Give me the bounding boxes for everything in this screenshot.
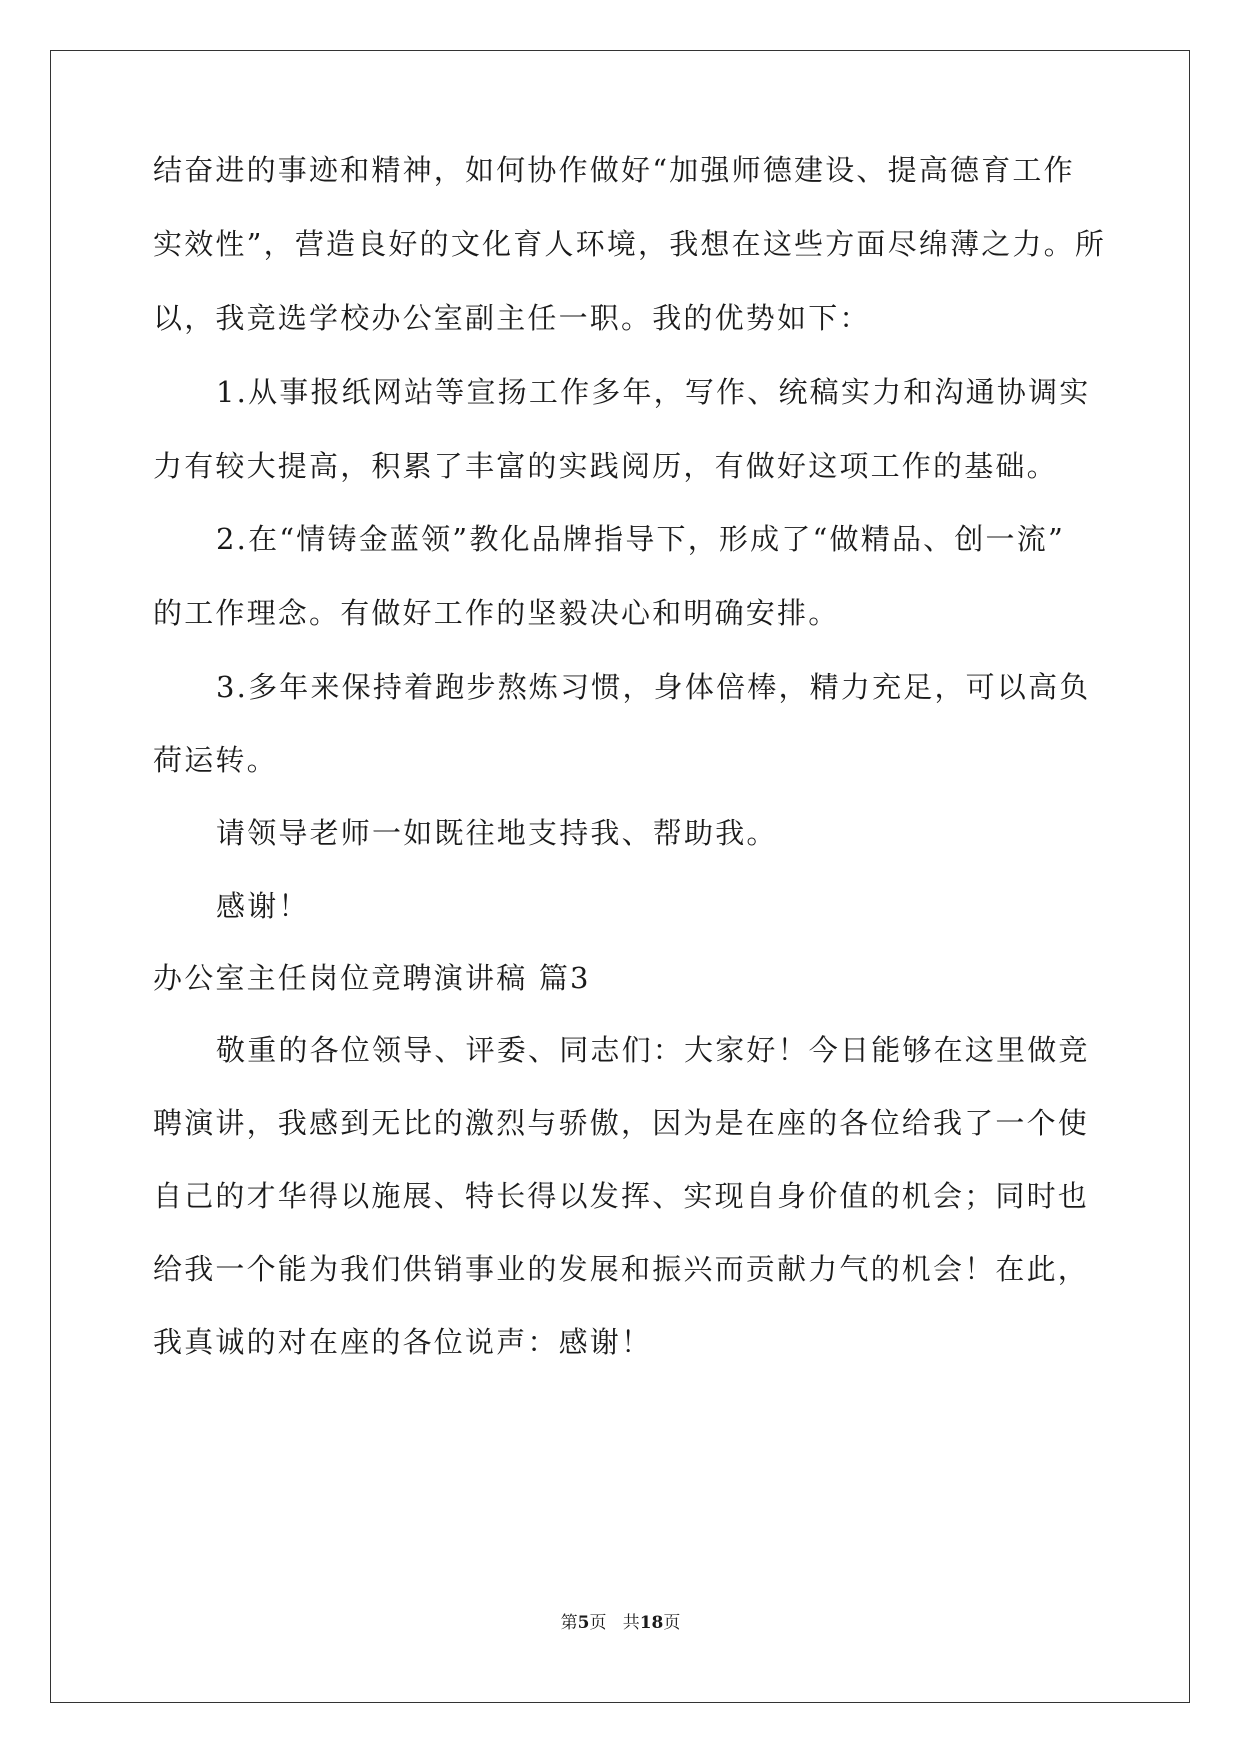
paragraph-line: 力有较大提高，积累了丰富的实践阅历，有做好这项工作的基础。	[153, 449, 1058, 483]
paragraph-line: 以，我竞选学校办公室副主任一职。我的优势如下：	[153, 301, 871, 335]
paragraph-line: 实效性”，营造良好的文化育人环境，我想在这些方面尽绵薄之力。所	[153, 227, 1107, 261]
list-item-2: 2.在“情铸金蓝领”教化品牌指导下，形成了“做精品、创一流”	[216, 522, 1065, 556]
paragraph-line: 的工作理念。有做好工作的坚毅决心和明确安排。	[153, 596, 840, 630]
total-pages: 18	[639, 1613, 664, 1633]
paragraph-line: 敬重的各位领导、评委、同志们：大家好！今日能够在这里做竞	[216, 1033, 1090, 1067]
footer-total-suffix: 页	[663, 1613, 681, 1633]
paragraph-line: 我真诚的对在座的各位说声：感谢！	[153, 1325, 653, 1359]
page-footer	[0, 1611, 1241, 1635]
page-number: 5	[577, 1613, 590, 1633]
section-heading: 办公室主任岗位竞聘演讲稿 篇3	[153, 961, 591, 995]
paragraph-line: 荷运转。	[153, 743, 278, 777]
closing-thanks: 感谢！	[216, 889, 310, 923]
list-item-3: 3.多年来保持着跑步熬炼习惯，身体倍棒，精力充足，可以高负	[216, 670, 1091, 704]
paragraph-line: 给我一个能为我们供销事业的发展和振兴而贡献力气的机会！在此，	[153, 1252, 1090, 1286]
footer-total-prefix: 共	[622, 1613, 640, 1633]
list-item-1: 1.从事报纸网站等宣扬工作多年，写作、统稿实力和沟通协调实	[216, 375, 1091, 409]
footer-page-suffix: 页	[589, 1613, 607, 1633]
paragraph-line: 结奋进的事迹和精神，如何协作做好“加强师德建设、提高德育工作	[153, 153, 1075, 187]
paragraph-line: 请领导老师一如既往地支持我、帮助我。	[216, 816, 778, 850]
paragraph-line: 聘演讲，我感到无比的激烈与骄傲，因为是在座的各位给我了一个使	[153, 1106, 1090, 1140]
paragraph-line: 自己的才华得以施展、特长得以发挥、实现自身价值的机会；同时也	[153, 1179, 1090, 1213]
footer-prefix: 第	[560, 1613, 578, 1633]
